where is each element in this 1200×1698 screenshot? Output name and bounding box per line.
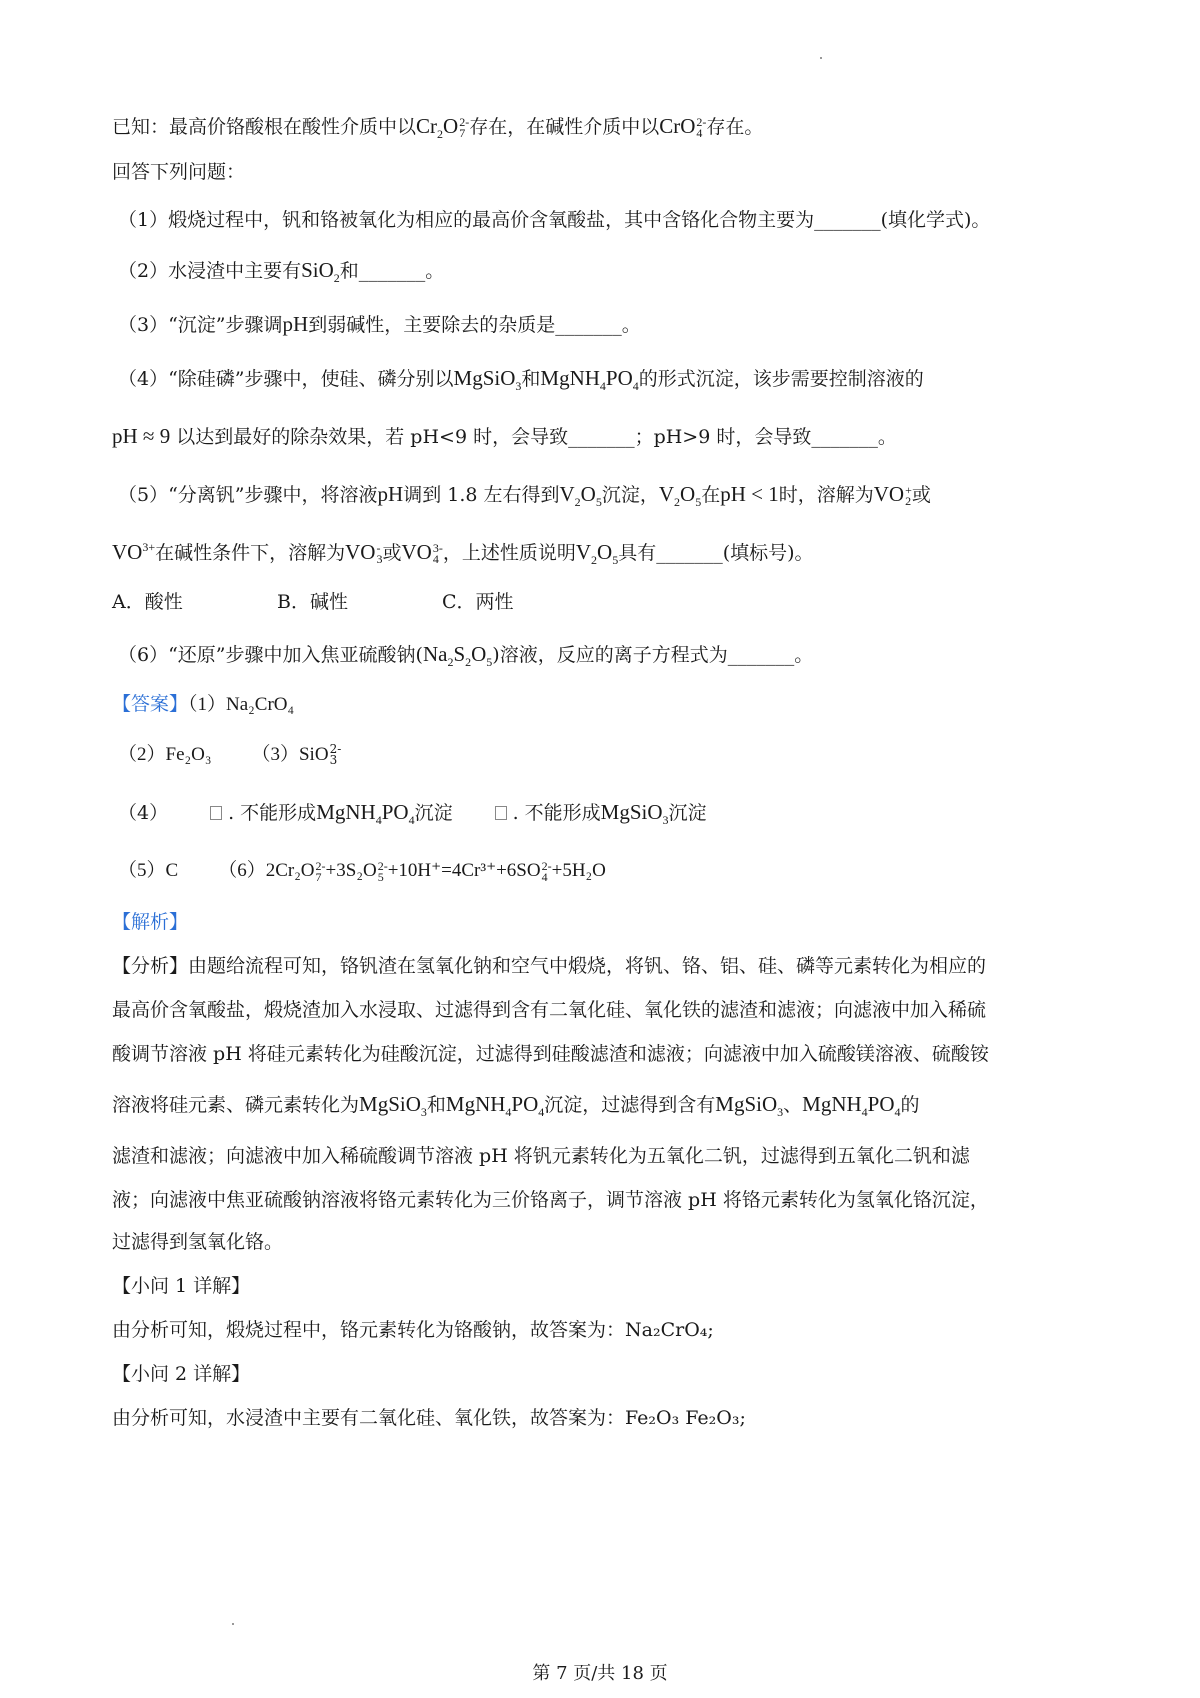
chromate-formula: CrO 2- 4 [659,114,707,141]
sub-question-1-title: 【小问 1 详解】 [112,1275,251,1297]
question-5-line-2: $VO^{3+}$在碱性条件下，溶解为VO - 3 或VO 3- 4 ，上述性质说明$V_2O_5$具有_______(填标号)。 [112,540,814,568]
question-3: （3）“沉淀”步骤调pH到弱碱性，主要除去的杂质是_______。 [118,312,641,336]
known-statement [112,112,1102,141]
v2o5-formula: $V_2O_5$ [559,482,602,510]
answer-prompt: 回答下列问题： [112,161,246,183]
analysis-line-7: 过滤得到氢氧化铬。 [112,1231,284,1253]
dichromate-formula: $Cr_2O$ 2- 7 [416,114,470,142]
answer-tag: 【答案】 [112,693,189,715]
analysis-tag: 【解析】 [112,911,189,933]
page-footer: 第 7 页/共 18 页 [532,1663,668,1684]
analysis-line-1: 【分析】由题给流程可知，铬钒渣在氢氧化钠和空气中煅烧，将钒、铬、铝、硅、磷等元素转化为相应的 [112,955,987,977]
answer-line-2: （2）Fe₂O₃ （3）SiO 2- 3 [118,742,342,767]
vo3plus-formula: $VO^{3+}$ [112,540,156,564]
answer-6-equation: （6）2Cr₂O 2- 7 +3S₂O 2- 5 +10H⁺=4Cr³⁺+6SO 2- 4 +5H₂O [218,858,606,884]
answer-line-4: （4） . 不能形成$MgNH_4PO_4$沉淀 . 不能形成MgSiO$_3$沉淀 [118,800,707,828]
analysis-mgsio3-2: MgSiO$_3$ [715,1092,784,1120]
scan-dot [820,57,822,59]
option-a: A．酸性 [112,591,183,613]
analysis-line-6: 液；向滤液中焦亚硫酸钠溶液将铬元素转化为三价铬离子，调节溶液 pH 将铬元素转化为氢氧化铬沉淀， [112,1189,989,1211]
analysis-mgsio3: MgSiO$_3$ [359,1092,427,1120]
question-4-line-2: pH ≈ 9 以达到最好的除杂效果，若 pH<9 时，会导致_______；pH>9 时，会导致_______。 [112,424,897,448]
sub-question-2-title: 【小问 2 详解】 [112,1363,251,1385]
v2o5-formula-2: $V_2O_5$ [658,482,702,510]
question-2: （2）水浸渣中主要有SiO$_2$和_______。 [118,258,445,286]
analysis-line-4: 溶液将硅元素、磷元素转化为MgSiO$_3$和$MgNH_4PO_4$沉淀，过滤得到含有MgSiO$_3$、$MgNH_4PO_4$的 [112,1092,920,1120]
mgnh4po4-formula: $MgNH_4PO_4$ [540,366,639,394]
sub-question-1-text: 由分析可知，煅烧过程中，铬元素转化为铬酸钠，故答案为：Na₂CrO₄; [112,1319,714,1341]
known-prefix: 已知：最高价铬酸根在酸性介质中以 [112,116,417,138]
answer-line-1: 【答案】（1）Na₂CrO₄ [112,693,295,715]
sub-question-2-text: 由分析可知，水浸渣中主要有二氧化硅、氧化铁，故答案为：Fe₂O₃ Fe₂O₃; [112,1407,746,1429]
ph-condition: pH ≈ 9 [112,424,171,448]
answer-line-5: （5）C （6）2Cr₂O 2- 7 +3S₂O 2- 5 +10H⁺=4Cr³⁺+6SO 2- 4 +5H₂O [118,858,606,884]
mgsio3-formula: MgSiO$_3$ [453,366,522,394]
analysis-line-3: 酸调节溶液 pH 将硅元素转化为硅酸沉淀，过滤得到硅酸滤渣和滤液；向滤液中加入硫酸镁溶液、硫酸铵 [112,1043,989,1065]
answer-mgsio3: MgSiO$_3$ [600,800,669,828]
vo3-minus-formula: VO - 3 [345,540,383,567]
unrendered-glyph-box-2 [495,806,507,820]
vo4-formula: VO 3- 4 [401,540,443,567]
option-b: B．碱性 [277,591,348,613]
question-4-line-1: （4）“除硅磷”步骤中，使硅、磷分别以MgSiO$_3$和$MgNH_4PO_4$的形式沉淀，该步需要控制溶液的 [118,366,924,394]
analysis-line-5: 滤渣和滤液；向滤液中加入稀硫酸调节溶液 pH 将钒元素转化为五氧化二钒，过滤得到五氧化二钒和滤 [112,1145,970,1167]
sio2-formula: SiO$_2$ [301,258,340,286]
answer-mgnh4po4: $MgNH_4PO_4$ [316,800,415,828]
scan-dot-2 [232,1623,234,1625]
known-suffix: 存在。 [706,116,764,138]
analysis-line-2: 最高价含氧酸盐，煅烧渣加入水浸取、过滤得到含有二氧化硅、氧化铁的滤渣和滤液；向滤液中加入稀硫 [112,999,987,1021]
options-row [112,588,1102,616]
known-mid: 存在，在碱性介质中以 [469,116,660,138]
question-6: （6）“还原”步骤中加入焦亚硫酸钠$(Na_2S_2O_5)$溶液，反应的离子方程式为_______。 [118,642,814,670]
vo2-plus-formula: VO + 2 [873,482,912,509]
question-1: （1）煅烧过程中，钒和铬被氧化为相应的最高价含氧酸盐，其中含铬化合物主要为_______(填化学式)。 [118,209,991,231]
analysis-mgnh4po4: $MgNH_4PO_4$ [445,1092,545,1120]
unrendered-glyph-box [210,806,222,820]
ph-term: pH [282,312,309,336]
analysis-mgnh4po4-2: $MgNH_4PO_4$ [802,1092,901,1120]
v2o5-formula-3: $V_2O_5$ [575,540,619,568]
option-c: C．两性 [442,591,514,613]
question-5-line-1: （5）“分离钒”步骤中，将溶液pH调到 1.8 左右得到$V_2O_5$沉淀，$V_2O_5$在pH < 1时，溶解为VO + 2 或 [118,482,931,510]
na2s2o5-formula: $Na_2S_2O_5$ [422,642,493,670]
